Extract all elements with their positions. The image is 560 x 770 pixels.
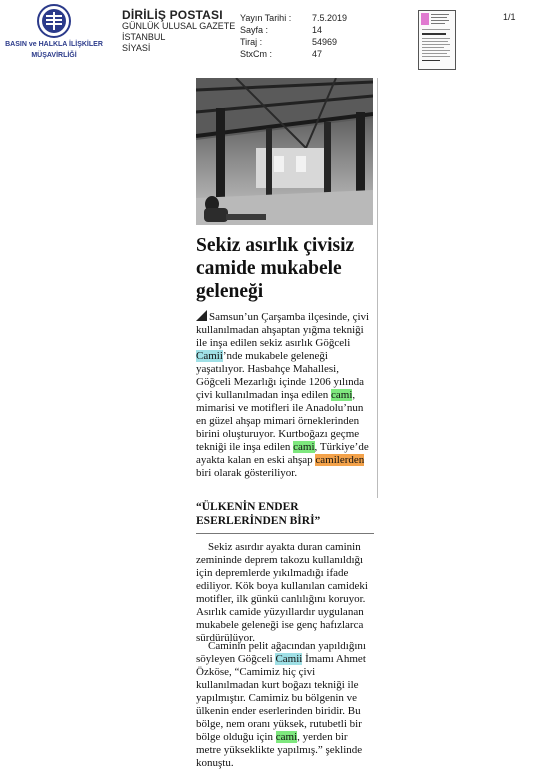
lead-triangle-icon <box>196 310 207 321</box>
meta-value: 54969 <box>312 37 338 47</box>
article-paragraph-2 <box>196 541 374 645</box>
meta-row-stxcm <box>240 48 347 60</box>
meta-value: 47 <box>312 49 323 59</box>
meta-value: 14 <box>312 25 323 35</box>
highlight-camilerden: camilerden <box>315 454 365 466</box>
highlight-cami: cami <box>293 441 315 453</box>
meta-label: StxCm : <box>240 49 273 59</box>
logo-line-2: MÜŞAVİRLİĞİ <box>31 52 77 59</box>
publication-section: SİYASİ <box>122 43 151 53</box>
agency-logo-icon <box>37 4 71 38</box>
subheading-rule <box>196 533 374 534</box>
meta-label: Sayfa : <box>240 25 269 35</box>
logo-line-1: BASIN ve HALKLA İLİŞKİLER <box>5 41 103 48</box>
text-run: İmamı Ahmet Özköse, “Camimiz hiç çivi kullanılmadan kurt boğazı tekniği ile yapılmıştır. Camimiz bu bölgenin ve ülkenin ender eserlerinden biridir. Bu bölge, nem oranı yüksek, rutubetli bir bölge olduğu için <box>196 653 366 743</box>
text-run: , yerden bir metre yükseklikte yapılmış.” şeklinde konuştu. <box>196 731 363 769</box>
highlight-camii: Camii <box>196 350 223 362</box>
highlight-camii: Camii <box>275 653 303 665</box>
article-lead-paragraph <box>196 310 374 480</box>
meta-table <box>240 12 347 60</box>
text-run: Caminin pelit ağacından yapıldığını söyleyen Göğceli <box>196 640 366 665</box>
highlight-cami: cami <box>331 389 353 401</box>
publication-name: DİRİLİŞ POSTASI <box>122 8 223 22</box>
text-run: Sekiz asırdır ayakta duran caminin zemininde deprem takozu kullanıldığı için depremlerde yıkılmadığı ifade ediliyor. Kök boya kullanılan camideki motifler, ilk günkü canlılığını koruyor. Asırlık camide yüzyıllardır uygulanan mukabele geleneği ise genç hafızlarca sürdürülüyor. <box>196 541 368 644</box>
publication-type: GÜNLÜK ULUSAL GAZETE <box>122 21 236 31</box>
text-run: biri olarak gösteriliyor. <box>196 467 298 479</box>
text-run: ’nde mukabele geleneği yaşatılıyor. Hasbahçe Mahallesi, Göğceli Mezarlığı içinde 1206 yılında çivi kullanılmadan inşa edilen <box>196 350 365 401</box>
publication-city: İSTANBUL <box>122 32 166 42</box>
publication-block <box>122 10 235 54</box>
mosque-interior-photo <box>196 78 373 225</box>
highlight-cami: cami <box>275 731 298 743</box>
text-run: Samsun’un Çarşamba ilçesinde, çivi kullanılmadan ahşaptan yığma tekniği ile inşa edilen sekiz asırlık Göğceli <box>196 311 370 349</box>
meta-row-circulation <box>240 36 347 48</box>
article-paragraph-3 <box>196 640 374 770</box>
meta-row-date <box>240 12 347 24</box>
clipping-border <box>377 78 378 498</box>
meta-label: Tiraj : <box>240 37 263 47</box>
page-thumbnail-icon[interactable] <box>418 10 456 70</box>
meta-label: Yayın Tarihi : <box>240 13 292 23</box>
meta-row-page <box>240 24 347 36</box>
text-run: , Türkiye’de ayakta kalan en eski ahşap <box>196 441 369 466</box>
meta-value: 7.5.2019 <box>312 13 348 23</box>
page-indicator: 1/1 <box>503 12 516 22</box>
text-run: , mimarisi ve motifleri ile Anadolu’nun en güzel ahşap mimari örneklerinden birini oluşturuyor. Kurtboğazı geçme tekniği ile inşa edilen <box>196 389 364 453</box>
agency-logo <box>4 4 104 60</box>
article-subheading: “ÜLKENİN ENDER ESERLERİNDEN BİRİ” <box>196 501 321 527</box>
article-headline: Sekiz asırlık çivisiz camide mukabele geleneği <box>196 235 355 302</box>
